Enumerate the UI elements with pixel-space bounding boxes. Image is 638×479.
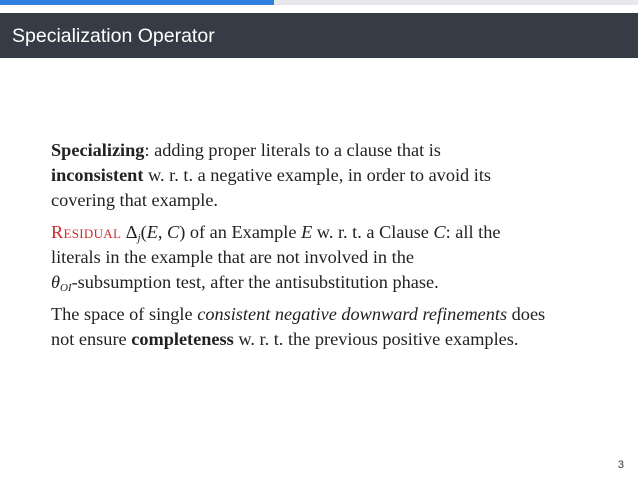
definition-specializing [51, 138, 611, 213]
text-span: not ensure [51, 329, 132, 349]
emphasis-refinements: consistent negative downward refinements [197, 304, 508, 324]
text-line [51, 188, 611, 213]
slide-progress-track [0, 0, 638, 5]
term-inconsistent: inconsistent [51, 165, 144, 185]
paren-close: ) [179, 222, 186, 242]
slide-title: Specialization Operator [12, 25, 215, 47]
text-span: The space of single [51, 304, 198, 324]
text-line [51, 138, 611, 163]
text-line [51, 163, 611, 188]
delta-symbol: Δ [125, 222, 138, 242]
text-span: does [507, 304, 546, 324]
term-specializing: Specializing [51, 140, 145, 160]
delta-subscript: j [137, 232, 141, 244]
text-span: -subsumption test, after the antisubstitution phase. [71, 272, 439, 292]
math-var-c: C [167, 222, 180, 242]
term-completeness: completeness [131, 329, 234, 349]
text-span: w. r. t. a negative example, in order to avoid its [143, 165, 492, 185]
text-span: literals in the example that are not involved in the [51, 247, 414, 267]
math-var-e: E [301, 222, 313, 242]
text-span: of an Example [185, 222, 302, 242]
text-span: w. r. t. a Clause [312, 222, 434, 242]
math-delta [126, 222, 186, 242]
text-line [51, 220, 611, 245]
math-var-e: E [146, 222, 158, 242]
title-bar [0, 13, 638, 58]
slide-progress-fill [0, 0, 274, 5]
math-comma: , [157, 222, 168, 242]
text-span: : adding proper literals to a clause that is [144, 140, 441, 160]
text-line [51, 270, 611, 295]
slide-content [51, 138, 611, 359]
text-line [51, 245, 611, 270]
statement-completeness [51, 302, 611, 352]
math-var-c: C [433, 222, 446, 242]
page-number: 3 [617, 459, 624, 471]
keyword-residual: Residual [51, 222, 122, 242]
math-theta: θ [51, 272, 60, 292]
theta-subscript: OI [59, 282, 72, 294]
text-line [51, 327, 611, 352]
definition-residual [51, 220, 611, 295]
text-span: w. r. t. the previous positive examples. [233, 329, 519, 349]
paren-open: ( [140, 222, 147, 242]
text-line [51, 302, 611, 327]
text-span: : all the [445, 222, 501, 242]
text-span: covering that example. [51, 190, 219, 210]
